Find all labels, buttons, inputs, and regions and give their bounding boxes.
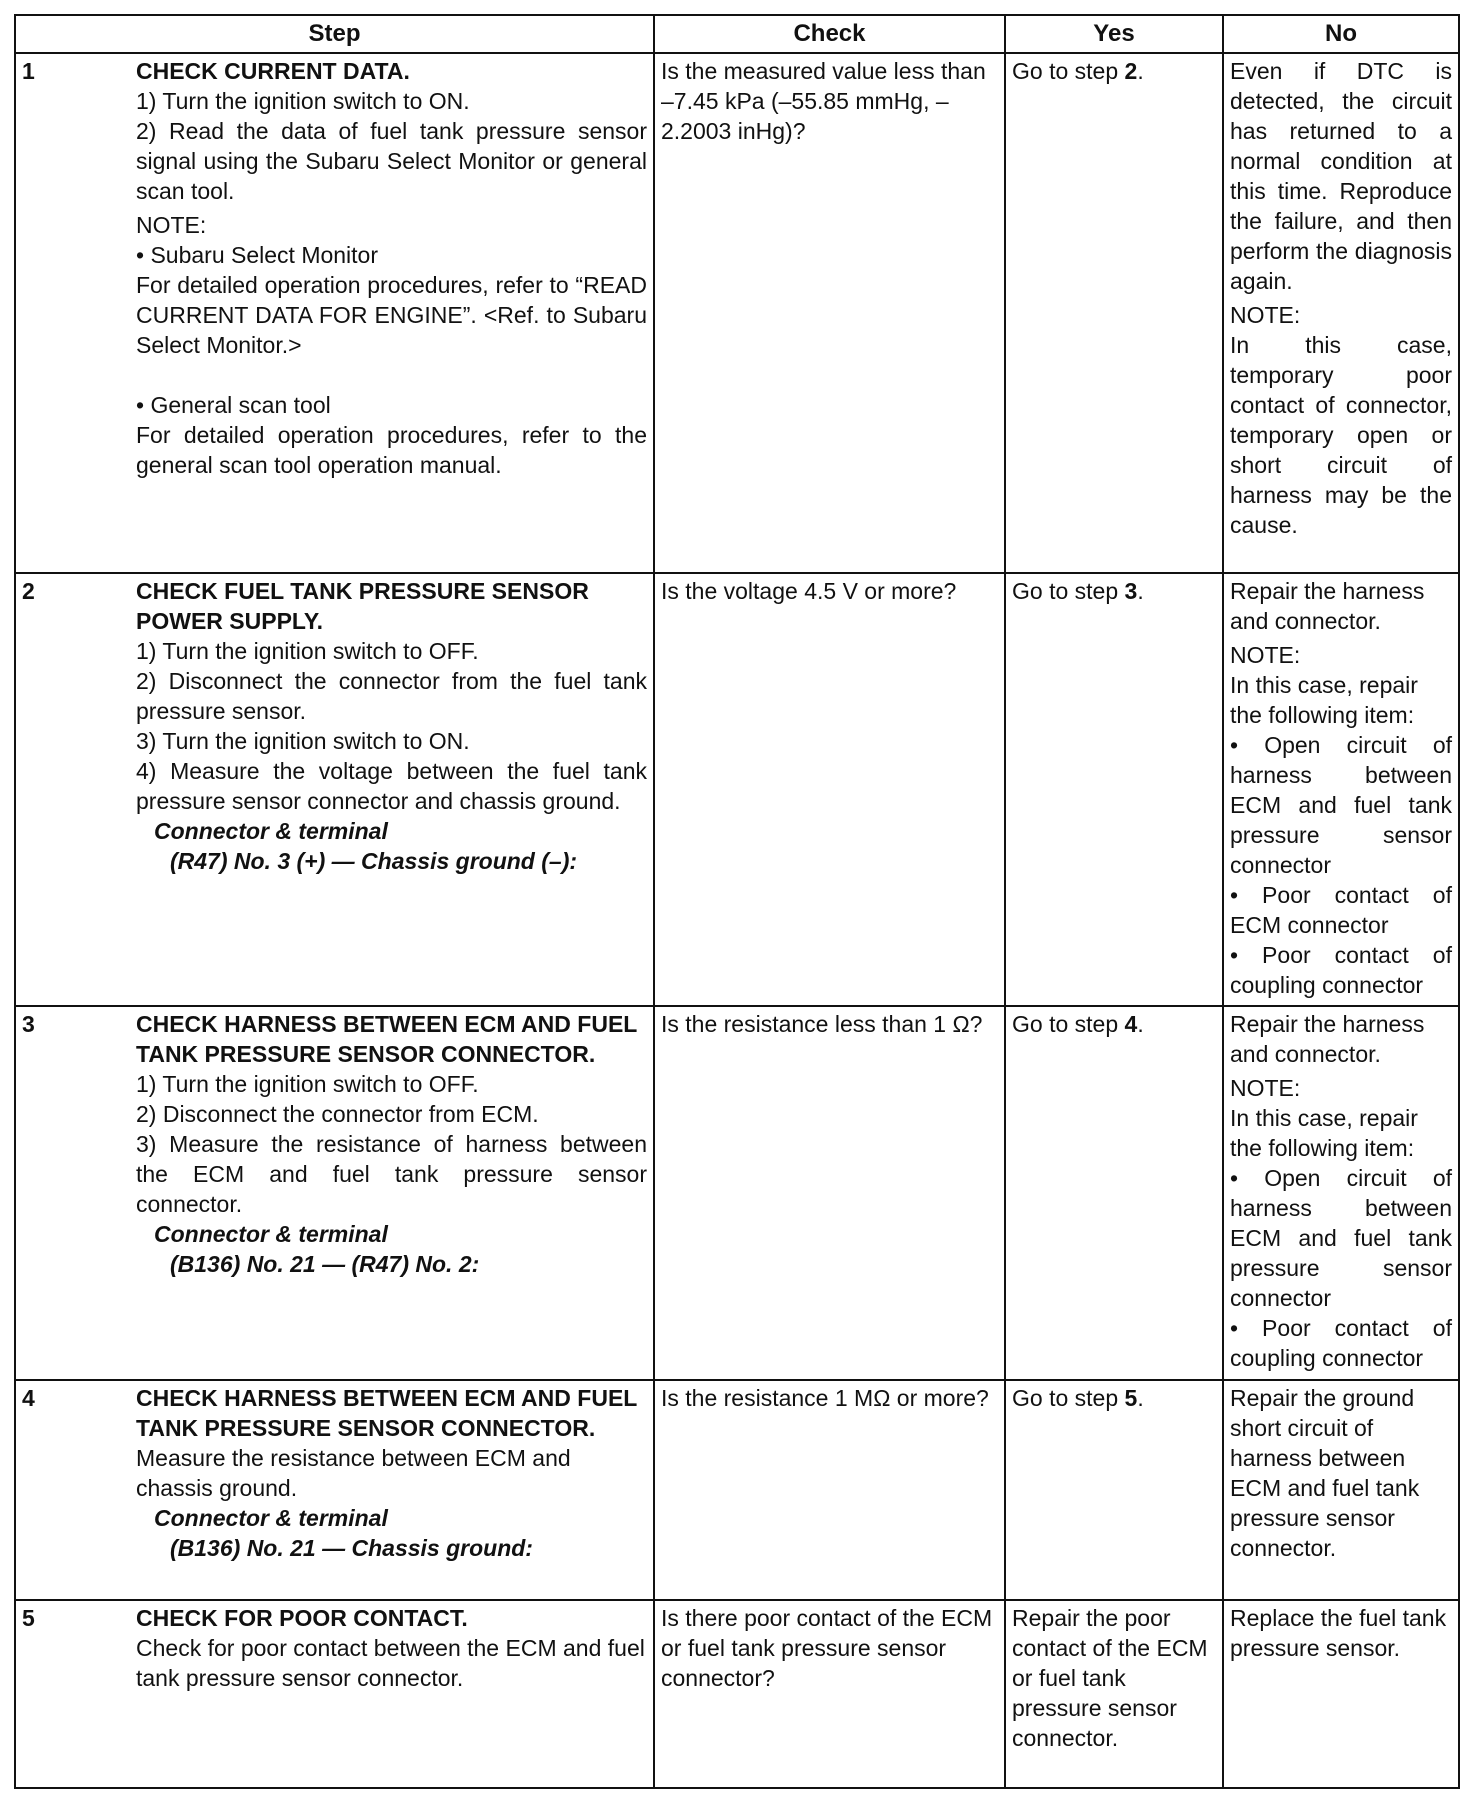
yes-prefix: Go to step (1012, 58, 1125, 84)
step-cell (15, 573, 654, 1006)
step-instruction: 1) Turn the ignition switch to OFF. (136, 638, 479, 664)
note-line: For detailed operation procedures, refer to the general scan tool operation manual. (136, 422, 647, 478)
check-question: Is the resistance 1 MΩ or more? (661, 1385, 989, 1411)
no-note: In this case, temporary poor contact of connector, temporary open or short circuit of harness may be the cause. (1230, 332, 1452, 538)
no-action: Repair the harness and connector. (1230, 578, 1425, 634)
diagnostic-table-container (14, 14, 1458, 1789)
table-row (15, 1006, 1459, 1380)
yes-action: Repair the poor contact of the ECM or fuel tank pressure sensor connector. (1012, 1605, 1208, 1751)
header-yes: Yes (1005, 15, 1223, 53)
yes-cell (1005, 1006, 1223, 1380)
check-question: Is the resistance less than 1 Ω? (661, 1011, 983, 1037)
yes-cell (1005, 1380, 1223, 1600)
yes-prefix: Go to step (1012, 1011, 1125, 1037)
table-row (15, 573, 1459, 1006)
no-item: • Open circuit of harness between ECM and fuel tank pressure sensor connector (1230, 732, 1452, 878)
yes-step-link[interactable]: 2 (1124, 58, 1138, 84)
note-line: For detailed operation procedures, refer to “READ CURRENT DATA FOR ENGINE”. <Ref. to Subaru Select Monitor.> (136, 272, 647, 358)
note-label: NOTE: (136, 212, 207, 238)
step-instruction: 3) Turn the ignition switch to ON. (136, 728, 470, 754)
yes-prefix: Go to step (1012, 1385, 1125, 1411)
step-instruction: 4) Measure the voltage between the fuel tank pressure sensor connector and chassis ground. (136, 758, 647, 814)
yes-suffix: . (1137, 1011, 1144, 1037)
no-note: In this case, repair the following item: (1230, 672, 1418, 728)
no-action: Repair the harness and connector. (1230, 1011, 1425, 1067)
step-instruction: 1) Turn the ignition switch to OFF. (136, 1071, 479, 1097)
yes-step-link[interactable]: 3 (1124, 578, 1138, 604)
check-question: Is there poor contact of the ECM or fuel tank pressure sensor connector? (661, 1605, 993, 1691)
step-instruction: 2) Disconnect the connector from ECM. (136, 1101, 539, 1127)
no-note-label: NOTE: (1230, 1075, 1301, 1101)
check-question: Is the measured value less than –7.45 kPa (–55.85 mmHg, –2.2003 inHg)? (661, 58, 986, 144)
step-number: 5 (22, 1605, 35, 1631)
step-instruction: Check for poor contact between the ECM and fuel tank pressure sensor connector. (136, 1635, 645, 1691)
note-line: • Subaru Select Monitor (136, 242, 379, 268)
check-cell (654, 573, 1005, 1006)
note-line: • General scan tool (136, 392, 331, 418)
table-row (15, 53, 1459, 573)
no-item: • Poor contact of coupling connector (1230, 942, 1452, 998)
yes-prefix: Go to step (1012, 578, 1125, 604)
table-row (15, 1600, 1459, 1788)
no-item: • Poor contact of ECM connector (1230, 882, 1452, 938)
step-title: CHECK FUEL TANK PRESSURE SENSOR POWER SUPPLY. (136, 578, 589, 634)
step-cell (15, 1380, 654, 1600)
no-note-label: NOTE: (1230, 642, 1301, 668)
check-cell (654, 1006, 1005, 1380)
step-instruction: 1) Turn the ignition switch to ON. (136, 88, 470, 114)
check-cell (654, 1600, 1005, 1788)
yes-cell (1005, 1600, 1223, 1788)
yes-cell (1005, 573, 1223, 1006)
no-cell (1223, 1600, 1459, 1788)
step-cell (15, 1006, 654, 1380)
no-cell (1223, 573, 1459, 1006)
diagnostic-table (14, 14, 1460, 1789)
step-number: 2 (22, 578, 35, 604)
yes-step-link[interactable]: 5 (1124, 1385, 1138, 1411)
no-note-label: NOTE: (1230, 302, 1301, 328)
check-cell (654, 53, 1005, 573)
yes-suffix: . (1137, 1385, 1144, 1411)
step-title: CHECK CURRENT DATA. (136, 58, 410, 84)
no-action: Repair the ground short circuit of harness between ECM and fuel tank pressure sensor connector. (1230, 1385, 1420, 1561)
step-number: 1 (22, 58, 35, 84)
check-cell (654, 1380, 1005, 1600)
terminal-label: Connector & terminal (154, 1505, 388, 1531)
check-question: Is the voltage 4.5 V or more? (661, 578, 957, 604)
step-cell (15, 1600, 654, 1788)
step-title: CHECK HARNESS BETWEEN ECM AND FUEL TANK PRESSURE SENSOR CONNECTOR. (136, 1011, 637, 1067)
step-number: 4 (22, 1385, 35, 1411)
no-cell (1223, 1006, 1459, 1380)
terminal-value: (B136) No. 21 — Chassis ground: (170, 1535, 533, 1561)
terminal-label: Connector & terminal (154, 818, 388, 844)
step-instruction: 2) Read the data of fuel tank pressure sensor signal using the Subaru Select Monitor or general scan tool. (136, 118, 647, 204)
no-action: Replace the fuel tank pressure sensor. (1230, 1605, 1447, 1661)
spacer (136, 360, 647, 390)
header-no: No (1223, 15, 1459, 53)
terminal-value: (R47) No. 3 (+) — Chassis ground (–): (170, 848, 578, 874)
no-cell (1223, 53, 1459, 573)
no-item: • Open circuit of harness between ECM and fuel tank pressure sensor connector (1230, 1165, 1452, 1311)
step-number: 3 (22, 1011, 35, 1037)
yes-suffix: . (1137, 58, 1144, 84)
table-row (15, 1380, 1459, 1600)
no-item: • Poor contact of coupling connector (1230, 1315, 1452, 1371)
step-instruction: 3) Measure the resistance of harness between the ECM and fuel tank pressure sensor connector. (136, 1131, 647, 1217)
step-instruction: 2) Disconnect the connector from the fuel tank pressure sensor. (136, 668, 647, 724)
no-cell (1223, 1380, 1459, 1600)
yes-suffix: . (1137, 578, 1144, 604)
yes-cell (1005, 53, 1223, 573)
header-check: Check (654, 15, 1005, 53)
yes-step-link[interactable]: 4 (1124, 1011, 1138, 1037)
step-title: CHECK FOR POOR CONTACT. (136, 1605, 468, 1631)
header-step: Step (15, 15, 654, 53)
no-action: Even if DTC is detected, the circuit has returned to a normal condition at this time. Reproduce the failure, and then perform the diagnosis again. (1230, 58, 1452, 294)
terminal-label: Connector & terminal (154, 1221, 388, 1247)
step-instruction: Measure the resistance between ECM and chassis ground. (136, 1445, 571, 1501)
step-cell (15, 53, 654, 573)
step-title: CHECK HARNESS BETWEEN ECM AND FUEL TANK PRESSURE SENSOR CONNECTOR. (136, 1385, 637, 1441)
header-row (15, 15, 1459, 53)
no-note: In this case, repair the following item: (1230, 1105, 1418, 1161)
terminal-value: (B136) No. 21 — (R47) No. 2: (170, 1251, 480, 1277)
